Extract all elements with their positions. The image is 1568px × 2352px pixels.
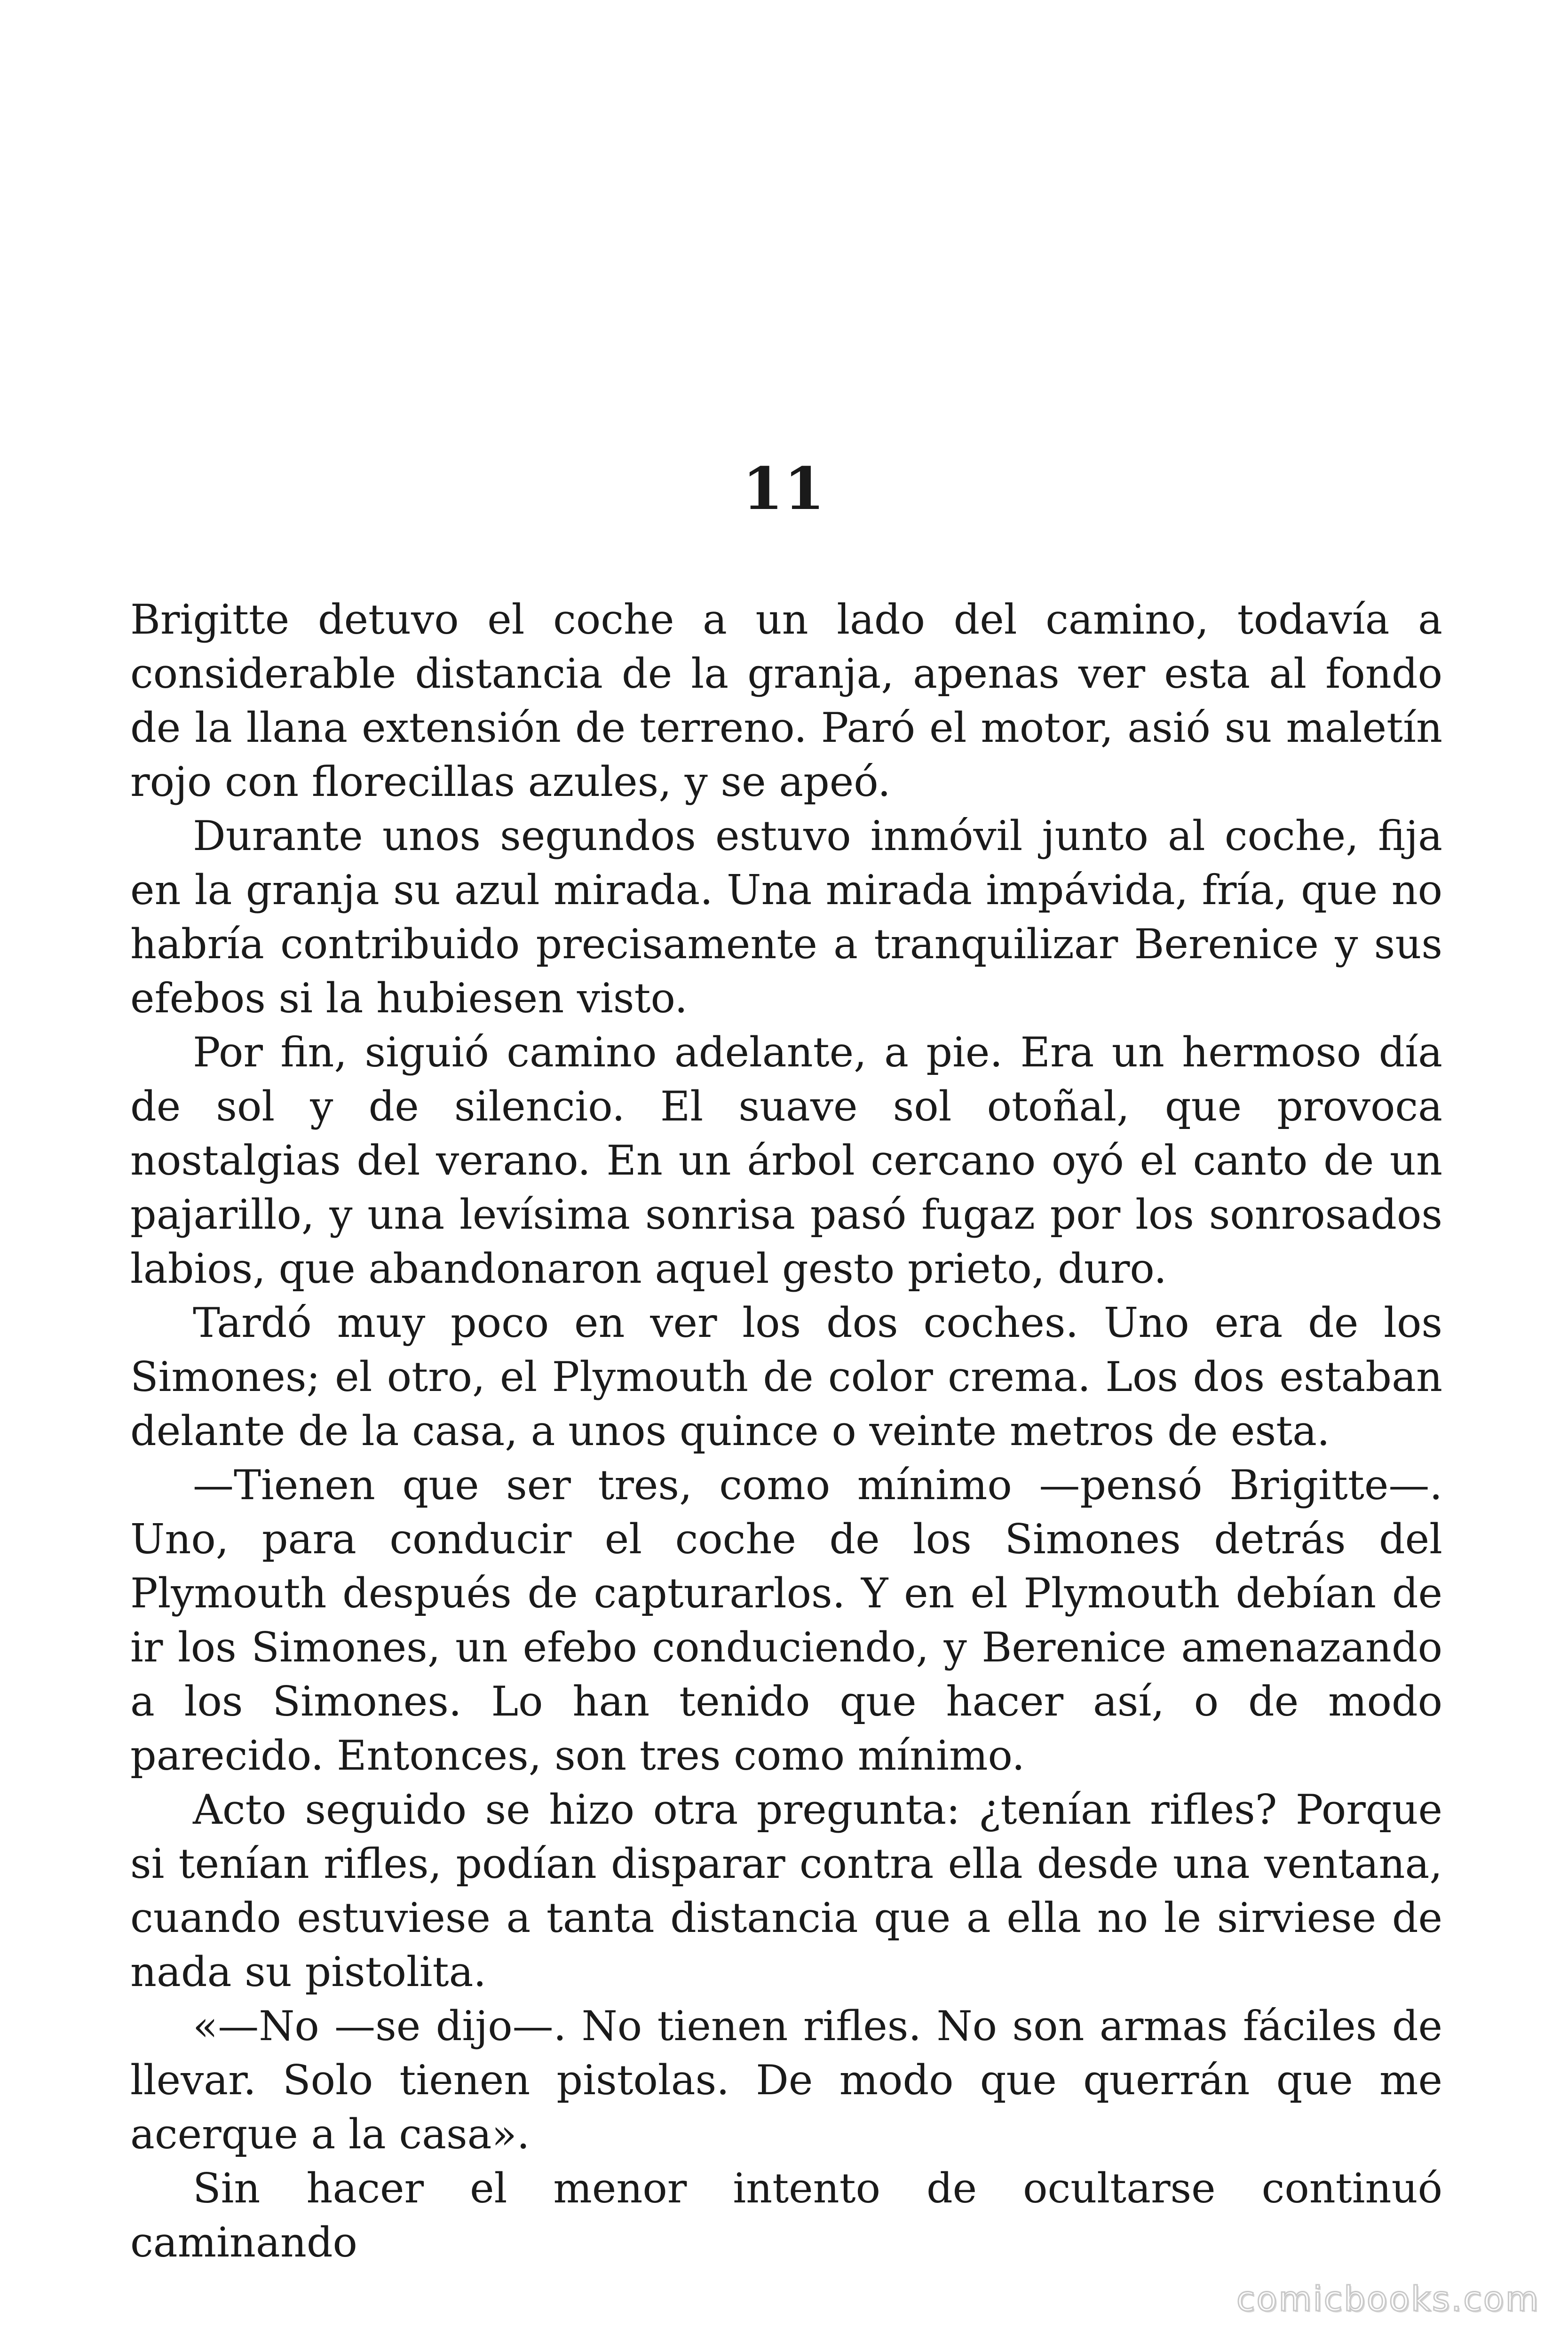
- paragraph-6: Acto seguido se hizo otra pregunta: ¿tenían rifles? Porque si tenían rifles, podían disparar contra ella desde una ventana, cuando estuviese a tanta distancia que a ella no le sirviese de nada su pistolita.: [130, 1786, 1442, 1996]
- paragraph-3: Por fin, siguió camino adelante, a pie. Era un hermoso día de sol y de silencio. El suave sol otoñal, que provoca nostalgias del verano. En un árbol cercano oyó el canto de un pajarillo, y una levísima sonrisa pasó fugaz por los sonrosados labios, que abandonaron aquel gesto prieto, duro.: [130, 1028, 1442, 1293]
- paragraph-4: Tardó muy poco en ver los dos coches. Uno era de los Simones; el otro, el Plymouth de color crema. Los dos estaban delante de la casa, a unos quince o veinte metros de esta.: [130, 1299, 1442, 1455]
- chapter-body: [130, 593, 1442, 2270]
- paragraph-1: Brigitte detuvo el coche a un lado del camino, todavía a considerable distancia de la granja, apenas ver esta al fondo de la llana extensión de terreno. Paró el motor, asió su maletín rojo con florecillas azules, y se apeó.: [130, 596, 1442, 806]
- chapter-number: 11: [742, 455, 826, 523]
- paragraph-7: «—No —se dijo—. No tienen rifles. No son armas fáciles de llevar. Solo tienen pistolas. De modo que querrán que me acerque a la casa».: [130, 2002, 1442, 2158]
- watermark: comicbooks.com: [1236, 2279, 1540, 2319]
- paragraph-2: Durante unos segundos estuvo inmóvil junto al coche, fija en la granja su azul mirada. Una mirada impávida, fría, que no habría contribuido precisamente a tranquilizar Berenice y sus efebos si la hubiesen visto.: [130, 812, 1442, 1022]
- paragraph-5: —Tienen que ser tres, como mínimo —pensó Brigitte—. Uno, para conducir el coche de los Simones detrás del Plymouth después de capturarlos. Y en el Plymouth debían de ir los Simones, un efebo conduciendo, y Berenice amenazando a los Simones. Lo han tenido que hacer así, o de modo parecido. Entonces, son tres como mínimo.: [130, 1461, 1442, 1780]
- paragraph-8: Sin hacer el menor intento de ocultarse continuó caminando: [130, 2164, 1442, 2266]
